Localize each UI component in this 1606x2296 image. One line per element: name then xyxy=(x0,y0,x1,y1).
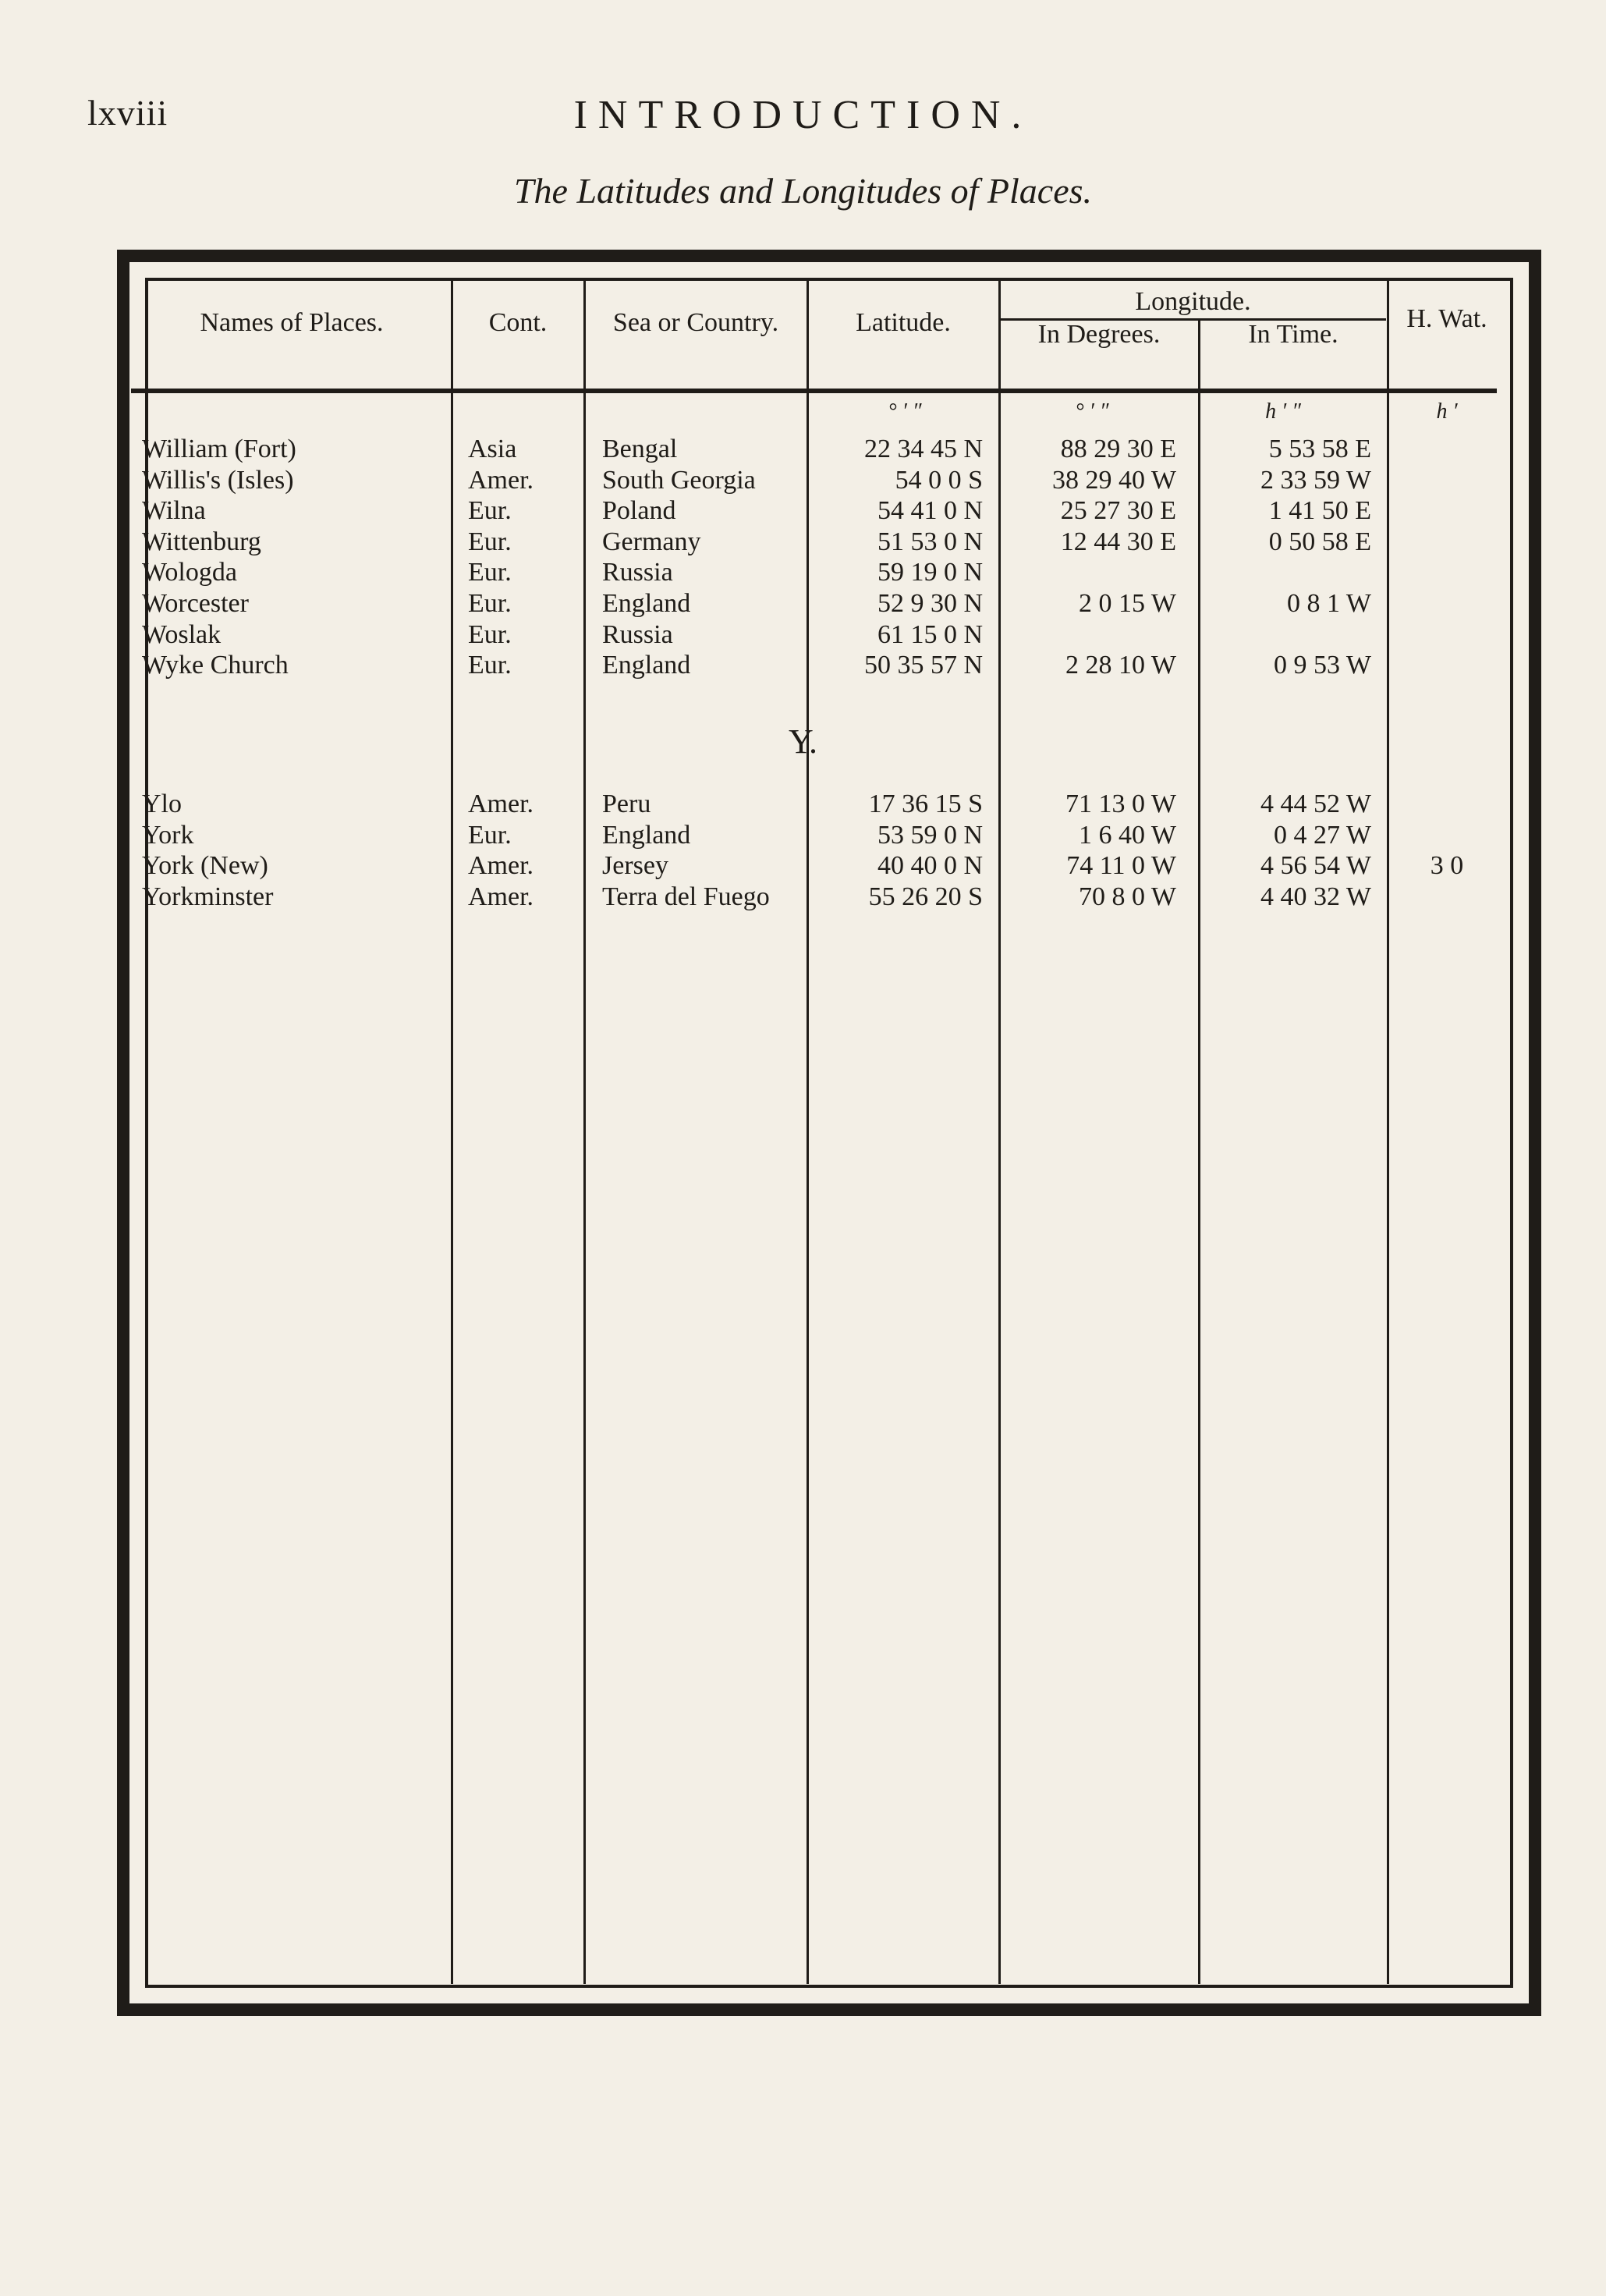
longitude-degrees-value: 38 29 40 W xyxy=(1052,465,1176,495)
place-name: Wyke Church xyxy=(142,651,289,680)
unit-degrees: ° ′ ″ xyxy=(1075,399,1109,424)
column-divider xyxy=(1387,281,1389,1984)
header-hwat: H. Wat. xyxy=(1406,304,1487,333)
latitude-value: 50 35 57 N xyxy=(863,651,983,680)
sea-or-country: Terra del Fuego xyxy=(602,882,770,911)
sea-or-country: South Georgia xyxy=(602,465,756,495)
sea-or-country: Russia xyxy=(602,619,673,649)
place-name: William (Fort) xyxy=(142,435,296,463)
continent: Eur. xyxy=(468,558,512,587)
continent: Eur. xyxy=(468,619,512,649)
longitude-time-value: 2 33 59 W xyxy=(1260,465,1371,495)
continent: Asia xyxy=(468,435,517,463)
longitude-time-value: 0 50 58 E xyxy=(1268,527,1371,556)
continent: Eur. xyxy=(468,527,512,556)
high-water-value: 3 0 xyxy=(1430,851,1464,881)
continent: Amer. xyxy=(468,790,534,818)
longitude-time-value: 0 9 53 W xyxy=(1274,651,1371,680)
latitude-value: 52 9 30 N xyxy=(877,589,983,618)
sea-or-country: Poland xyxy=(602,496,676,526)
longitude-degrees-value: 12 44 30 E xyxy=(1060,527,1176,556)
sea-or-country: Bengal xyxy=(602,435,678,463)
latitude-value: 40 40 0 N xyxy=(877,851,983,881)
longitude-degrees-value: 25 27 30 E xyxy=(1060,496,1176,526)
longitude-degrees-value: 2 28 10 W xyxy=(1065,651,1176,680)
longitude-degrees-value: 74 11 0 W xyxy=(1066,851,1176,881)
place-name: York (New) xyxy=(142,851,268,881)
place-name: Ylo xyxy=(142,790,182,818)
place-name: Yorkminster xyxy=(142,882,274,911)
header-longitude: Longitude. xyxy=(1135,287,1251,316)
sea-or-country: England xyxy=(602,651,691,680)
table-title: The Latitudes and Longitudes of Places. xyxy=(513,171,1093,211)
latitude-value: 55 26 20 S xyxy=(868,882,983,911)
latitude-value: 17 36 15 S xyxy=(868,790,983,818)
longitude-degrees-value: 88 29 30 E xyxy=(1060,435,1176,463)
place-name: Woslak xyxy=(142,619,222,649)
column-divider xyxy=(451,281,453,1984)
continent: Amer. xyxy=(468,882,534,911)
sea-or-country: England xyxy=(602,589,691,618)
latitude-value: 59 19 0 N xyxy=(877,558,983,587)
latitude-value: 53 59 0 N xyxy=(877,820,983,850)
running-head: INTRODUCTION. xyxy=(573,93,1033,137)
continent: Eur. xyxy=(468,496,512,526)
longitude-time-value: 0 4 27 W xyxy=(1274,820,1371,850)
latitude-value: 61 15 0 N xyxy=(877,619,983,649)
continent: Amer. xyxy=(468,465,534,495)
sea-or-country: Jersey xyxy=(602,851,668,881)
unit-hwat: h ′ xyxy=(1436,399,1458,424)
place-name: Wologda xyxy=(142,558,237,587)
continent: Eur. xyxy=(468,651,512,680)
unit-latitude: ° ′ ″ xyxy=(888,399,922,424)
continent: Amer. xyxy=(468,851,534,881)
header-sea: Sea or Country. xyxy=(612,308,779,337)
place-name: York xyxy=(142,820,194,850)
longitude-time-value: 0 8 1 W xyxy=(1287,589,1371,618)
column-divider xyxy=(1198,320,1200,1984)
longitude-degrees-value: 2 0 15 W xyxy=(1079,589,1176,618)
header-names: Names of Places. xyxy=(200,308,384,337)
sea-or-country: Germany xyxy=(602,527,701,556)
longitude-time-value: 4 40 32 W xyxy=(1260,882,1371,911)
longitude-degrees-value: 1 6 40 W xyxy=(1079,820,1176,850)
longitude-time-value: 4 44 52 W xyxy=(1260,790,1371,818)
header-in-degrees: In Degrees. xyxy=(1037,320,1161,349)
header-in-time: In Time. xyxy=(1248,320,1338,349)
place-name: Wittenburg xyxy=(142,527,261,556)
place-name: Worcester xyxy=(142,589,249,618)
sea-or-country: Russia xyxy=(602,558,673,587)
latitude-value: 22 34 45 N xyxy=(863,435,983,463)
sea-or-country: Peru xyxy=(602,790,651,818)
header-latitude: Latitude. xyxy=(856,308,951,337)
longitude-degrees-value: 70 8 0 W xyxy=(1079,882,1176,911)
continent: Eur. xyxy=(468,589,512,618)
section-letter: Y. xyxy=(788,722,818,761)
header-cont: Cont. xyxy=(488,308,548,337)
header-rule xyxy=(131,389,1497,393)
longitude-degrees-value: 71 13 0 W xyxy=(1065,790,1176,818)
longitude-time-value: 1 41 50 E xyxy=(1268,496,1371,526)
place-name: Wilna xyxy=(142,496,206,526)
latitude-value: 54 0 0 S xyxy=(895,465,983,495)
longitude-time-value: 5 53 58 E xyxy=(1268,435,1371,463)
page-number: lxviii xyxy=(87,93,168,133)
place-name: Willis's (Isles) xyxy=(142,465,294,495)
unit-time: h ′ ″ xyxy=(1265,399,1301,424)
longitude-time-value: 4 56 54 W xyxy=(1260,851,1371,881)
latitude-value: 51 53 0 N xyxy=(877,527,983,556)
continent: Eur. xyxy=(468,820,512,850)
latitude-value: 54 41 0 N xyxy=(877,496,983,526)
sea-or-country: England xyxy=(602,820,691,850)
